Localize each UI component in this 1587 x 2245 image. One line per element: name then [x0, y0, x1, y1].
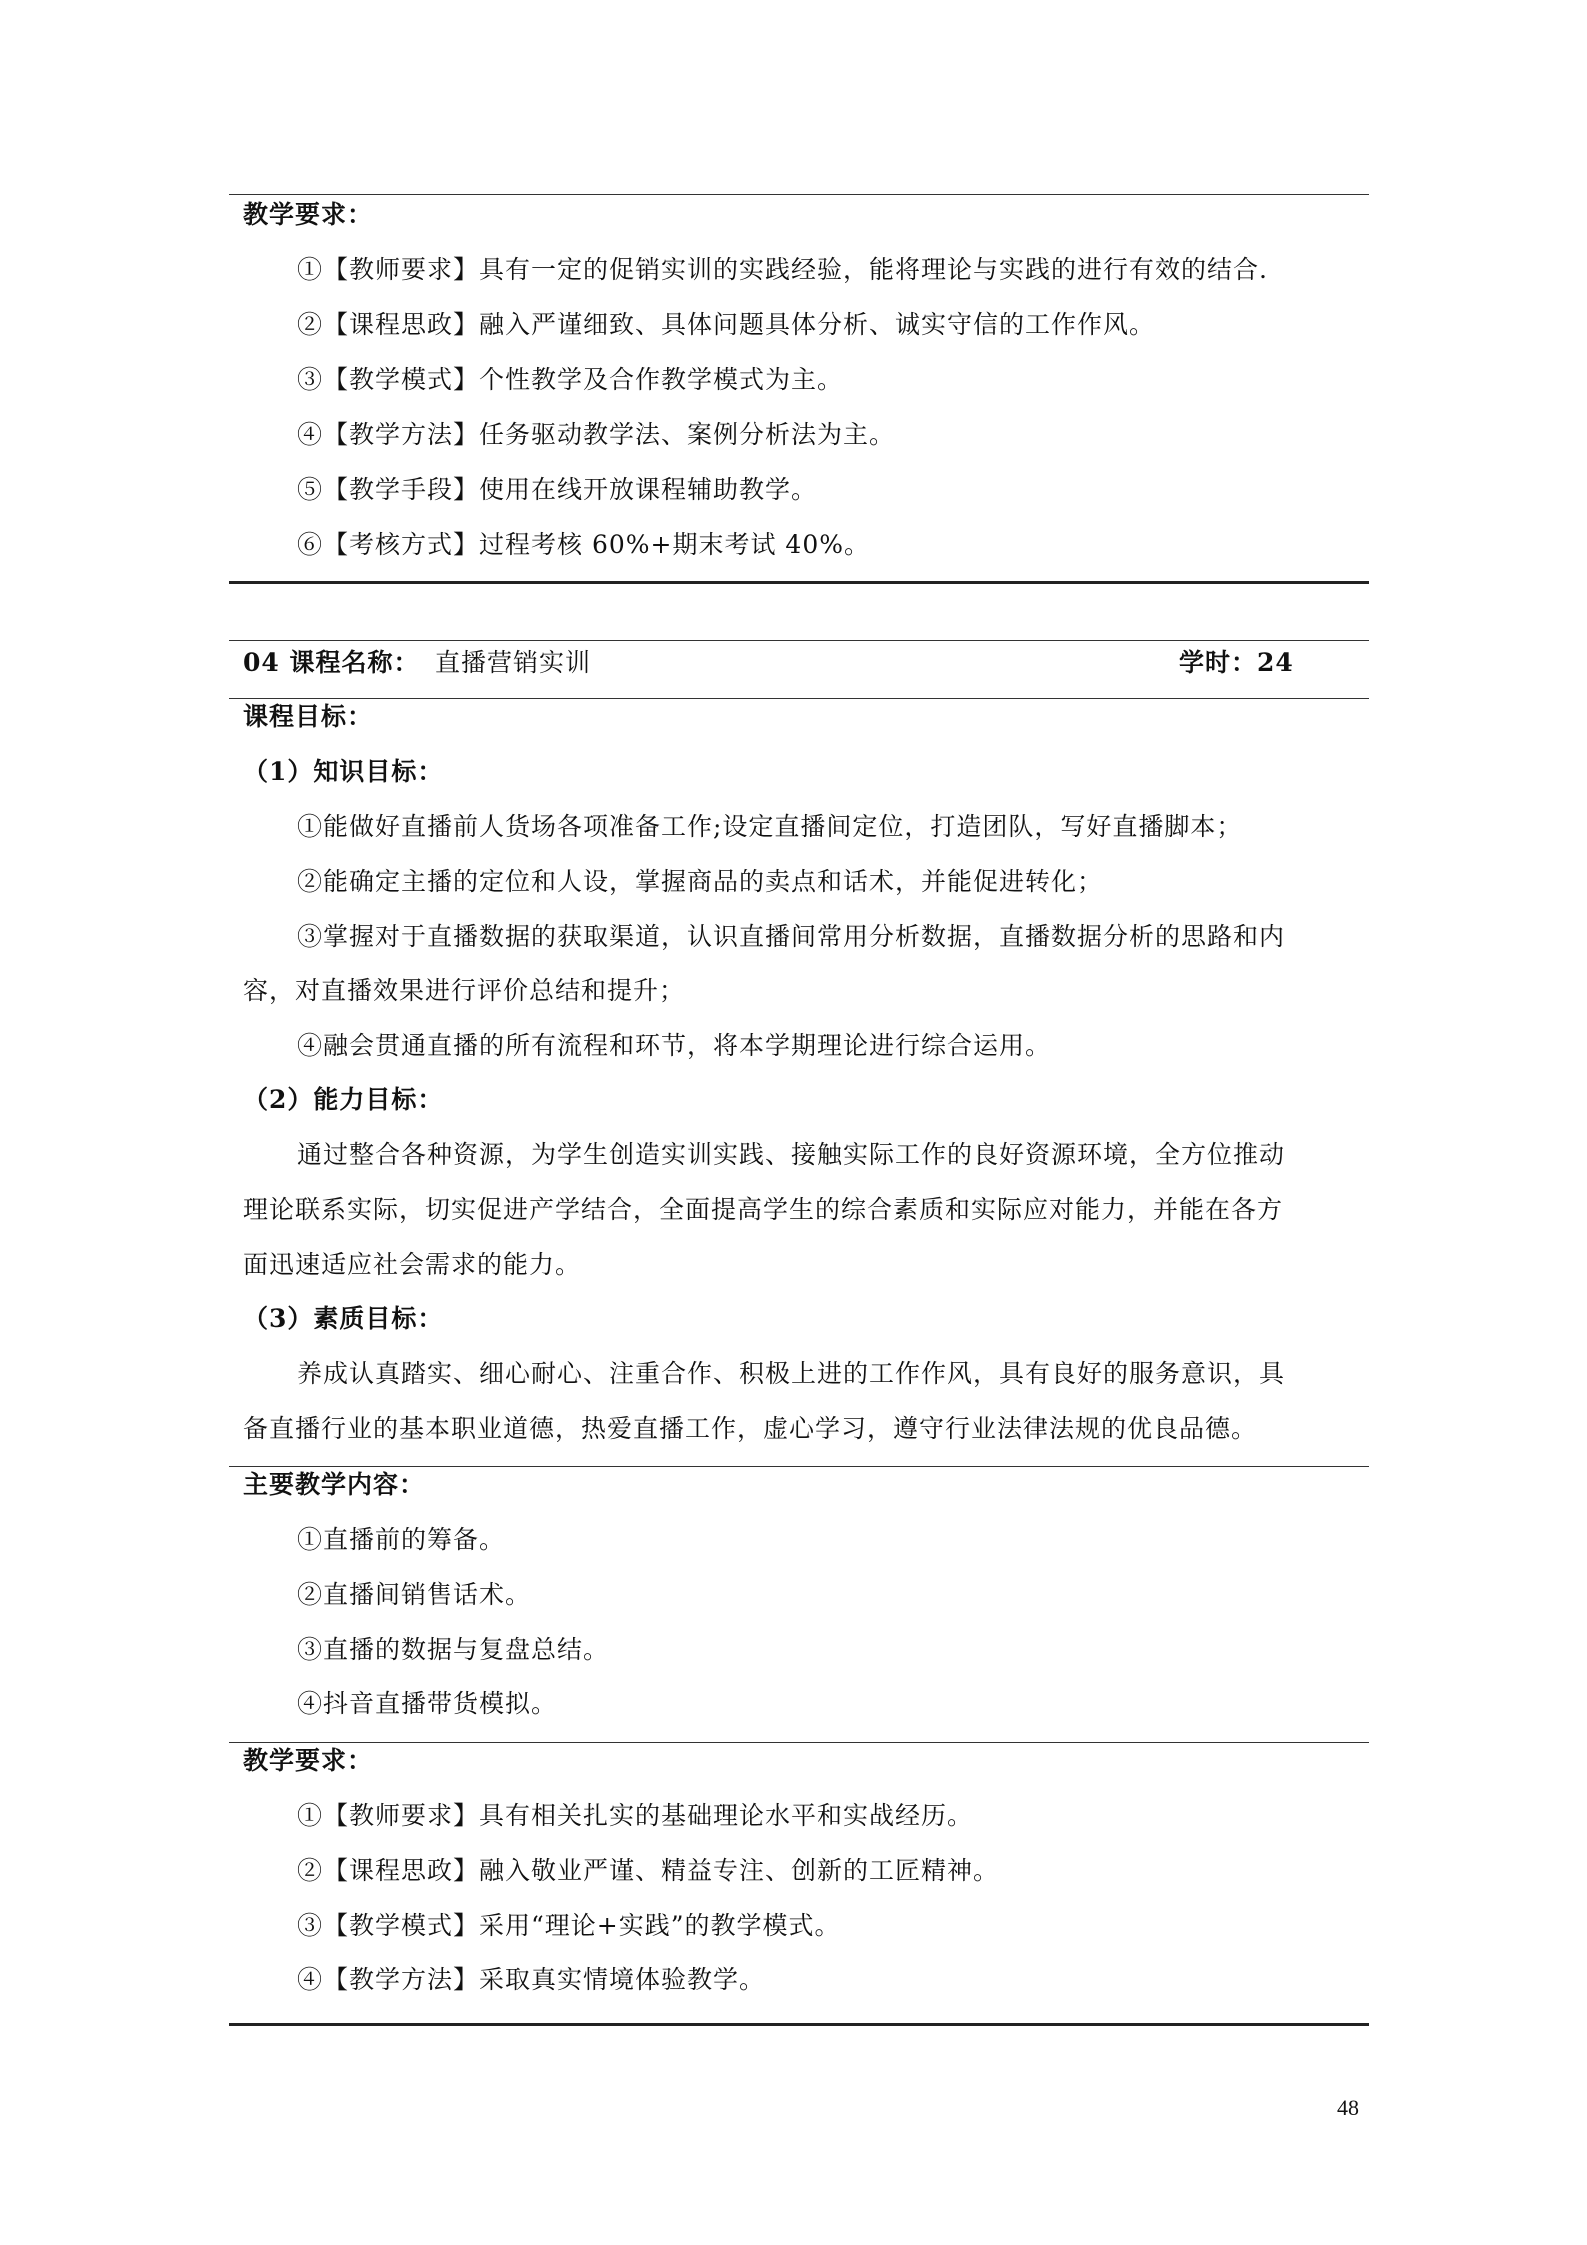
paragraph-line: 备直播行业的基本职业道德，热爱直播工作，虚心学习，遵守行业法律法规的优良品德。: [243, 1414, 1258, 1443]
section-end-rule: [229, 2023, 1369, 2026]
list-item: ④【教学方法】任务驱动教学法、案例分析法为主。: [297, 420, 896, 449]
list-item: ②【课程思政】融入敬业严谨、精益专注、创新的工匠精神。: [297, 1856, 1000, 1885]
subsection-heading: （3）素质目标：: [243, 1304, 444, 1333]
course-header-bottom-rule: [229, 698, 1369, 699]
list-item: ④【教学方法】采取真实情境体验教学。: [297, 1965, 766, 1994]
requirements-top-rule: [229, 1742, 1369, 1743]
section-heading: 主要教学内容：: [243, 1470, 426, 1499]
paragraph-line: 面迅速适应社会需求的能力。: [243, 1250, 582, 1279]
list-item: ⑥【考核方式】过程考核 60%+期末考试 40%。: [297, 530, 870, 559]
course-hours: 学时：24: [1179, 648, 1294, 677]
paragraph-line: 养成认真踏实、细心耐心、注重合作、积极上进的工作作风，具有良好的服务意识，具: [297, 1359, 1286, 1388]
list-item: ①【教师要求】具有相关扎实的基础理论水平和实战经历。: [297, 1801, 974, 1830]
section-heading: 教学要求：: [243, 1746, 374, 1775]
teaching-requirements-section-1: [229, 198, 1369, 578]
list-item: ②直播间销售话术。: [297, 1580, 532, 1609]
top-rule: [229, 194, 1369, 195]
course-objectives-section: [229, 700, 1369, 1470]
list-item: ④融会贯通直播的所有流程和环节，将本学期理论进行综合运用。: [297, 1031, 1052, 1060]
paragraph-line: 理论联系实际，切实促进产学结合，全面提高学生的综合素质和实际应对能力，并能在各方: [243, 1195, 1284, 1224]
list-item: ②【课程思政】融入严谨细致、具体问题具体分析、诚实守信的工作作风。: [297, 310, 1156, 339]
section-heading: 课程目标：: [243, 702, 374, 731]
list-item: ⑤【教学手段】使用在线开放课程辅助教学。: [297, 475, 818, 504]
course-name-value: 直播营销实训: [435, 648, 592, 677]
list-item: ②能确定主播的定位和人设，掌握商品的卖点和话术，并能促进转化；: [297, 867, 1104, 896]
course-header: [229, 646, 1369, 686]
list-item-continuation: 容，对直播效果进行评价总结和提升；: [243, 976, 686, 1005]
content-top-rule: [229, 1466, 1369, 1467]
subsection-heading: （1）知识目标：: [243, 757, 444, 786]
list-item: ①直播前的筹备。: [297, 1525, 506, 1554]
list-item: ①能做好直播前人货场各项准备工作;设定直播间定位，打造团队，写好直播脚本；: [297, 812, 1243, 841]
section-end-rule: [229, 581, 1369, 584]
subsection-heading: （2）能力目标：: [243, 1085, 444, 1114]
list-item: ③【教学模式】采用“理论+实践”的教学模式。: [297, 1911, 841, 1940]
list-item: ①【教师要求】具有一定的促销实训的实践经验，能将理论与实践的进行有效的结合.: [297, 255, 1268, 284]
paragraph-line: 通过整合各种资源，为学生创造实训实践、接触实际工作的良好资源环境，全方位推动: [297, 1140, 1286, 1169]
course-name-label: 04 课程名称：: [243, 648, 420, 677]
main-teaching-content-section: [229, 1468, 1369, 1738]
list-item: ④抖音直播带货模拟。: [297, 1689, 558, 1718]
list-item: ③直播的数据与复盘总结。: [297, 1635, 610, 1664]
page-number: 48: [1337, 2095, 1359, 2120]
course-header-top-rule: [229, 640, 1369, 641]
teaching-requirements-section-2: [229, 1744, 1369, 2014]
list-item: ③掌握对于直播数据的获取渠道，认识直播间常用分析数据，直播数据分析的思路和内: [297, 922, 1286, 951]
list-item: ③【教学模式】个性教学及合作教学模式为主。: [297, 365, 844, 394]
section-heading: 教学要求：: [243, 200, 374, 229]
